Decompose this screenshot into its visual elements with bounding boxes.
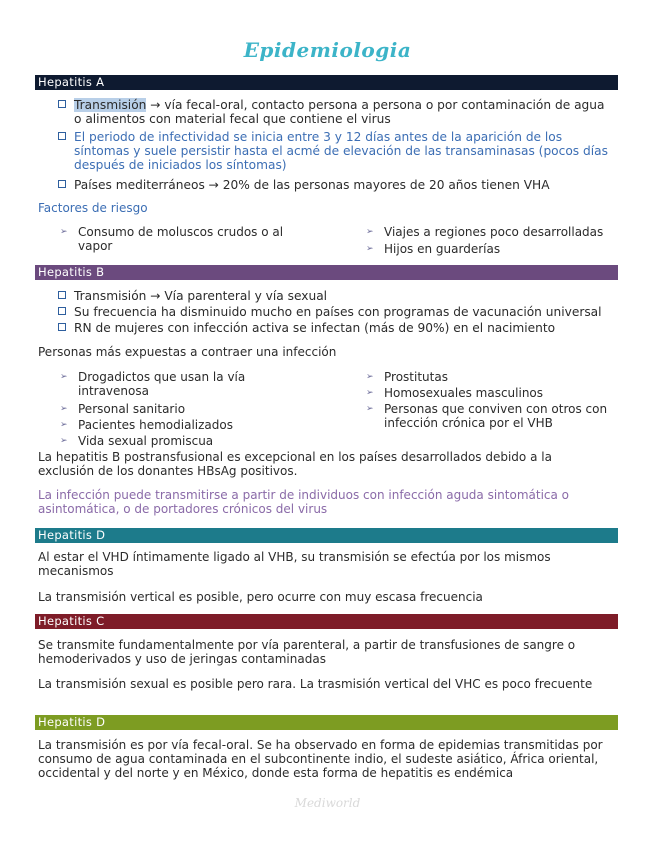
- page-title: Epidemiologia: [243, 38, 412, 62]
- arrow-bullet-icon: ➢: [60, 436, 68, 446]
- arrow-bullet-icon: ➢: [366, 388, 374, 398]
- arrow-bullet-icon: ➢: [366, 244, 374, 254]
- checkbox-icon: [58, 100, 66, 108]
- list-item: [60, 402, 300, 416]
- checkbox-icon: [58, 132, 66, 140]
- list-item-text: Vida sexual promiscua: [78, 434, 214, 448]
- list-item-text: Personal sanitario: [78, 402, 186, 416]
- item-text: Países mediterráneos → 20% de las personas mayores de 20 años tienen VHA: [74, 178, 550, 192]
- checkbox-icon: [58, 307, 66, 315]
- list-item-text: Viajes a regiones poco desarrolladas: [384, 225, 604, 239]
- item-text: El periodo de infectividad se inicia entre 3 y 12 días antes de la aparición de los síntomas y suele persistir hasta el acmé de elevación de las transaminasas (pocos días después de iniciados los síntomas): [74, 130, 608, 172]
- arrow-bullet-icon: ➢: [366, 372, 374, 382]
- arrow-bullet-icon: ➢: [60, 372, 68, 382]
- paragraph: La transmisión es por vía fecal-oral. Se ha observado en forma de epidemias transmitidas por consumo de agua contaminada en el subcontinente indio, el sudeste asiático, África oriental, occidental y del norte y en México, donde esta forma de hepatitis es endémica: [38, 738, 603, 780]
- list-item: [60, 370, 290, 398]
- list-item-text: Hijos en guarderías: [384, 242, 501, 256]
- exposed-people-title: Personas más expuestas a contraer una infección: [38, 345, 337, 359]
- list-item: [60, 225, 310, 253]
- list-item: [366, 402, 621, 430]
- item-text: → vía fecal-oral, contacto persona a persona o por contaminación de agua o alimentos con material fecal que contiene el virus: [74, 98, 605, 126]
- arrow-bullet-icon: ➢: [60, 420, 68, 430]
- list-item-text: Consumo de moluscos crudos o al vapor: [78, 225, 284, 253]
- section-header-hepatitis-b: Hepatitis B: [35, 265, 618, 280]
- arrow-bullet-icon: ➢: [60, 404, 68, 414]
- item-text: Transmisión → Vía parenteral y vía sexual: [74, 289, 328, 303]
- paragraph-highlighted: La infección puede transmitirse a partir de individuos con infección aguda sintomática o asintomática, o de portadores crónicos del virus: [38, 488, 570, 516]
- item-text: Su frecuencia ha disminuido mucho en países con programas de vacunación universal: [74, 305, 602, 319]
- paragraph: Al estar el VHD íntimamente ligado al VHB, su transmisión se efectúa por los mismos mecanismos: [38, 550, 551, 578]
- paragraph: Se transmite fundamentalmente por vía parenteral, a partir de transfusiones de sangre o hemoderivados y uso de jeringas contaminadas: [38, 638, 576, 666]
- checkbox-icon: [58, 291, 66, 299]
- section-header-hepatitis-c: Hepatitis C: [35, 614, 618, 629]
- list-item: [366, 225, 621, 239]
- arrow-bullet-icon: ➢: [366, 404, 374, 414]
- checklist-item: [58, 305, 620, 319]
- item-text: RN de mujeres con infección activa se infectan (más de 90%) en el nacimiento: [74, 321, 556, 335]
- paragraph: La transmisión sexual es posible pero rara. La trasmisión vertical del VHC es poco frecuente: [38, 677, 593, 691]
- list-item: [366, 370, 621, 384]
- list-item: [366, 242, 621, 256]
- list-item: [60, 418, 300, 432]
- checklist-item: [58, 98, 614, 126]
- section-header-hepatitis-e: Hepatitis D: [35, 715, 618, 730]
- checklist-item: [58, 289, 618, 303]
- checklist-item: [58, 178, 614, 192]
- paragraph: La transmisión vertical es posible, pero ocurre con muy escasa frecuencia: [38, 590, 483, 604]
- checklist-item: [58, 130, 614, 172]
- list-item-text: Prostitutas: [384, 370, 448, 384]
- risk-factors-title: Factores de riesgo: [38, 201, 148, 215]
- list-item: [366, 386, 621, 400]
- paragraph: La hepatitis B postransfusional es excepcional en los países desarrollados debido a la exclusión de los donantes HBsAg positivos.: [38, 450, 552, 478]
- checkbox-icon: [58, 323, 66, 331]
- list-item-text: Drogadictos que usan la vía intravenosa: [78, 370, 246, 398]
- arrow-bullet-icon: ➢: [60, 227, 68, 237]
- arrow-bullet-icon: ➢: [366, 227, 374, 237]
- list-item-text: Pacientes hemodializados: [78, 418, 233, 432]
- list-item: [60, 434, 300, 448]
- checkbox-icon: [58, 180, 66, 188]
- checklist-item: [58, 321, 618, 335]
- list-item-text: Personas que conviven con otros con infección crónica por el VHB: [384, 402, 608, 430]
- watermark: Mediworld: [294, 796, 361, 810]
- highlighted-text: Transmisión: [74, 98, 147, 112]
- section-header-hepatitis-a: Hepatitis A: [35, 75, 618, 90]
- list-item-text: Homosexuales masculinos: [384, 386, 544, 400]
- section-header-hepatitis-d: Hepatitis D: [35, 528, 618, 543]
